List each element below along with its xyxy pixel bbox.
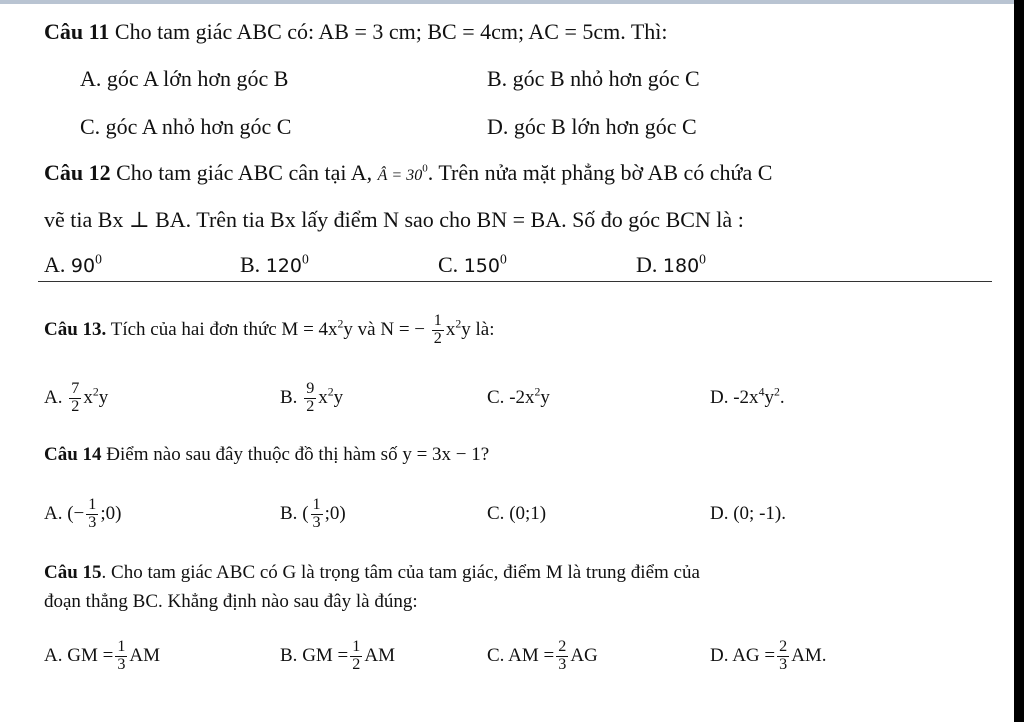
q12-text-after: . Trên nửa mặt phẳng bờ AB có chứa C: [427, 160, 773, 185]
q15-option-a: A. GM = $\frac{1}{3}$ AM: [44, 638, 161, 674]
q13-option-a: A. $\frac{7}{2}$ $x^2y$: [44, 380, 109, 416]
q12-angle-sup: 0: [422, 162, 428, 175]
q14-option-b: B. ( $\frac{1}{3}$ ;0): [280, 496, 346, 532]
q12-option-a: A. $90^0$: [44, 251, 102, 277]
q15-option-b: B. GM = $\frac{1}{2}$ AM: [280, 638, 395, 674]
q12-label: Câu 12: [44, 160, 111, 185]
q15-option-c: C. AM = $\frac{2}{3}$ AG: [487, 638, 598, 674]
q12-option-c: C. $150^0$: [438, 251, 507, 277]
q15-option-d: D. AG = $\frac{2}{3}$ AM.: [710, 638, 827, 674]
q15-stem-line2: đoạn thẳng BC. Khẳng định nào sau đây là đúng:: [44, 591, 418, 612]
q11-text: Cho tam giác ABC có: AB = 3 cm; BC = 4cm; AC = 5cm. Thì:: [114, 19, 668, 44]
q13-fraction: $\frac{1}{2}$: [433, 312, 442, 348]
q15-stem-line1: [44, 560, 700, 586]
q14-option-d: D. (0; -1).: [710, 503, 786, 524]
q13-stem: Câu 13. Tích của hai đơn thức $M = 4x^2y$ và N = − $\frac{1}{2}$ $x^2y$ là:: [44, 312, 495, 348]
q12-text-before: Cho tam giác ABC cân tại A,: [116, 160, 373, 185]
q11-option-d: D. góc B lớn hơn góc C: [487, 114, 697, 139]
q12-stem-line1: [44, 160, 772, 189]
section-divider: [38, 281, 992, 282]
q11-label: Câu 11: [44, 19, 110, 44]
q14-text: Điểm nào sau đây thuộc đồ thị hàm số y = 3x − 1?: [106, 444, 490, 465]
q14-option-a: A. (− $\frac{1}{3}$ ;0): [44, 496, 122, 532]
q12-option-d: D. $180^0$: [636, 251, 706, 277]
q12-angle: Â = 30: [377, 167, 423, 184]
q13-label: Câu 13.: [44, 319, 107, 340]
q12-option-b: B. $120^0$: [240, 251, 309, 277]
q15-text: . Cho tam giác ABC có G là trọng tâm của tam giác, điểm M là trung điểm của: [101, 562, 700, 583]
q14-label: Câu 14: [44, 444, 102, 465]
q11-option-a: A. góc A lớn hơn góc B: [80, 66, 289, 91]
q11-option-b: B. góc B nhỏ hơn góc C: [487, 66, 700, 91]
q14-option-c: C. (0;1): [487, 503, 547, 524]
q15-label: Câu 15: [44, 562, 102, 583]
q13-option-c: C. $-2x^2y$: [487, 385, 550, 408]
q11-stem: [44, 19, 668, 45]
q12-stem-line2: vẽ tia Bx ⊥ BA. Trên tia Bx lấy điểm N sao cho BN = BA. Số đo góc BCN là :: [44, 207, 744, 232]
q14-stem: [44, 442, 489, 468]
q13-option-d: D. $-2x^4y^2$.: [710, 385, 785, 408]
q13-option-b: B. $\frac{9}{2}$ $x^2y$: [280, 380, 344, 416]
q11-option-c: C. góc A nhỏ hơn góc C: [80, 114, 292, 139]
